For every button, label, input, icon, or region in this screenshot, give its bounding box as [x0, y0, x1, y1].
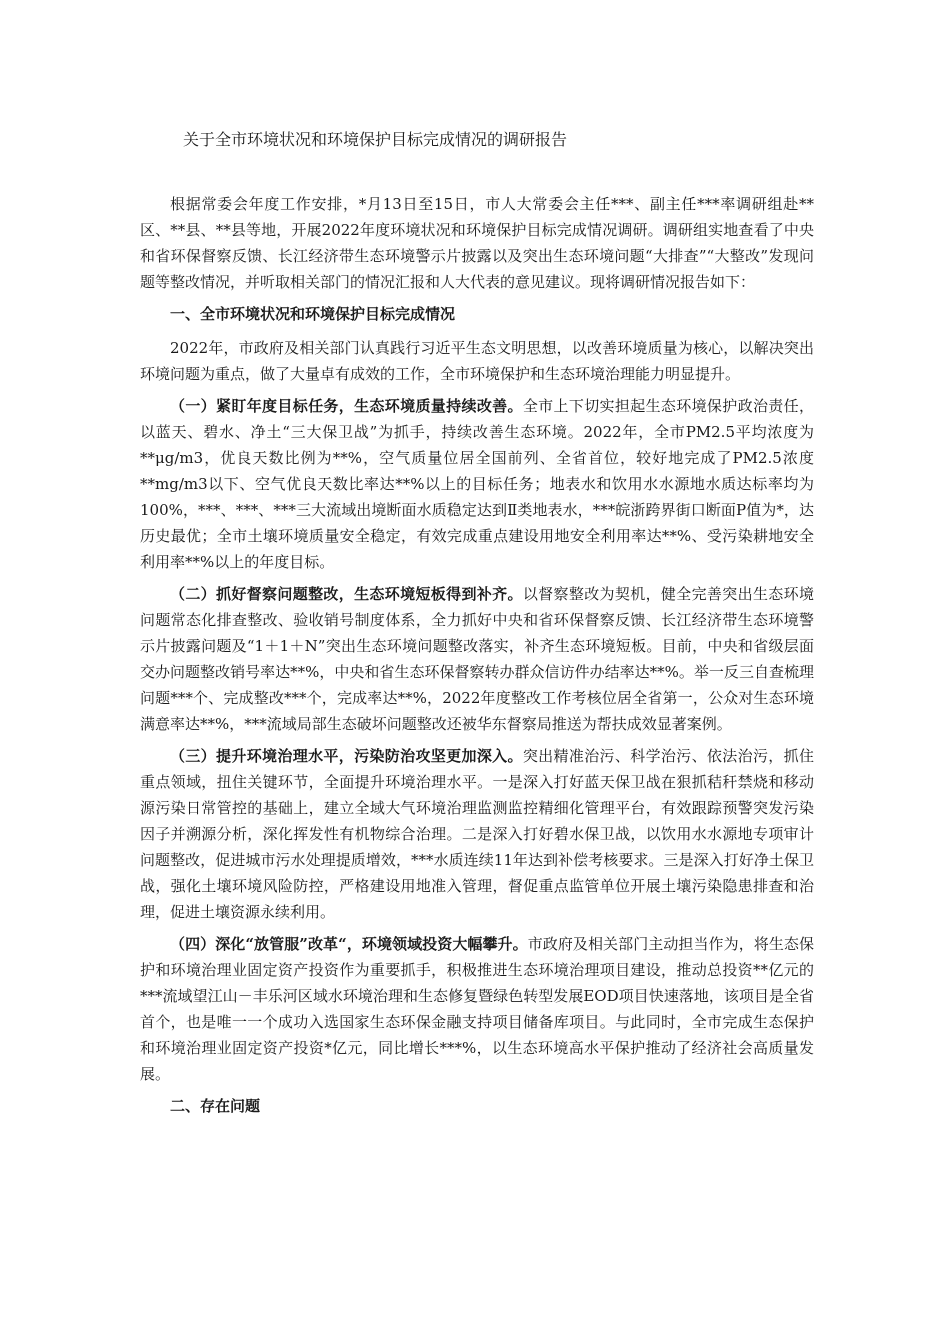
item-2-text: 以督察整改为契机，健全完善突出生态环境问题常态化排查整改、验收销号制度体系，全力抓好中央和省环保督察反馈、长江经济带生态环境警示片披露问题及“1＋1＋N”突出生态环境问题整改落实，补齐生态环境短板。目前，中央和省级层面交办问题整改销号率达**%，中央和省生态环保督察转办群众信访件办结率达**%。举一反三自查梳理问题***个、完成整改***个，完成率达**%，2022年度整改工作考核位居全省第一，公众对生态环境满意率达**%，***流域局部生态破坏问题整改还被华东督察局推送为帮扶成效显著案例。: [140, 585, 814, 733]
item-4-lead: （四）深化“放管服”改革“，环境领域投资大幅攀升。: [170, 935, 528, 953]
section-1-heading: 一、全市环境状况和环境保护目标完成情况: [170, 305, 456, 323]
item-3-text: 突出精准治污、科学治污、依法治污，抓住重点领域，扭住关键环节，全面提升环境治理水平。一是深入打好蓝天保卫战在狠抓秸秆禁烧和移动源污染日常管控的基础上，建立全域大气环境治理监测监控精细化管理平台，有效跟踪预警突发污染因子并溯源分析，深化挥发性有机物综合治理。二是深入打好碧水保卫战，以饮用水水源地专项审计问题整改，促进城市污水处理提质增效，***水质连续11年达到补偿考核要求。三是深入打好净土保卫战，强化土壤环境风险防控，严格建设用地准入管理，督促重点监管单位开展土壤污染隐患排查和治理，促进土壤资源永续利用。: [140, 747, 814, 921]
item-3-lead: （三）提升环境治理水平，污染防治攻坚更加深入。: [170, 747, 523, 765]
document-title: 关于全市环境状况和环境保护目标完成情况的调研报告: [183, 130, 568, 149]
section-1-item-1: [140, 393, 814, 575]
section-1-item-2: [140, 581, 814, 737]
item-1-text: 全市上下切实担起生态环境保护政治责任，以蓝天、碧水、净土“三大保卫战”为抓手，持续改善生态环境。2022年，全市PM2.5平均浓度为**μg/m3，优良天数比例为**%，空气质量位居全国前列、全省首位，较好地完成了PM2.5浓度**mg/m3以下、空气优良天数比率达**%以上的目标任务；地表水和饮用水水源地水质达标率均为100%，***、***、***三大流域出境断面水质稳定达到Ⅱ类地表水，***皖浙跨界街口断面P值为*，达历史最优；全市土壤环境质量安全稳定，有效完成重点建设用地安全利用率达**%、受污染耕地安全利用率**%以上的年度目标。: [140, 397, 814, 571]
item-1-lead: （一）紧盯年度目标任务，生态环境质量持续改善。: [170, 397, 523, 415]
section-1-item-4: [140, 931, 814, 1087]
intro-paragraph: 根据常委会年度工作安排，*月13日至15日，市人大常委会主任***、副主任***率调研组赴**区、**县、**县等地，开展2022年度环境状况和环境保护目标完成情况调研。调研组实地查看了中央和省环保督察反馈、长江经济带生态环境警示片披露以及突出生态环境问题“大排查”“大整改”发现问题等整改情况，并听取相关部门的情况汇报和人大代表的意见建议。现将调研情况报告如下：: [140, 195, 814, 291]
section-1-summary: 2022年，市政府及相关部门认真践行习近平生态文明思想，以改善环境质量为核心，以解决突出环境问题为重点，做了大量卓有成效的工作，全市环境保护和生态环境治理能力明显提升。: [140, 339, 814, 383]
section-2-heading: 二、存在问题: [170, 1097, 261, 1115]
document-body: [140, 191, 814, 1127]
item-2-lead: （二）抓好督察问题整改，生态环境短板得到补齐。: [170, 585, 523, 603]
item-4-text: 市政府及相关部门主动担当作为，将生态保护和环境治理业固定资产投资作为重要抓手，积极推进生态环境治理项目建设，推动总投资**亿元的***流域望江山－丰乐河区域水环境治理和生态修复暨绿色转型发展EOD项目快速落地，该项目是全省首个，也是唯一一个成功入选国家生态环保金融支持项目储备库项目。与此同时，全市完成生态保护和环境治理业固定资产投资*亿元，同比增长***%，以生态环境高水平保护推动了经济社会高质量发展。: [140, 935, 814, 1083]
section-1-item-3: [140, 743, 814, 925]
